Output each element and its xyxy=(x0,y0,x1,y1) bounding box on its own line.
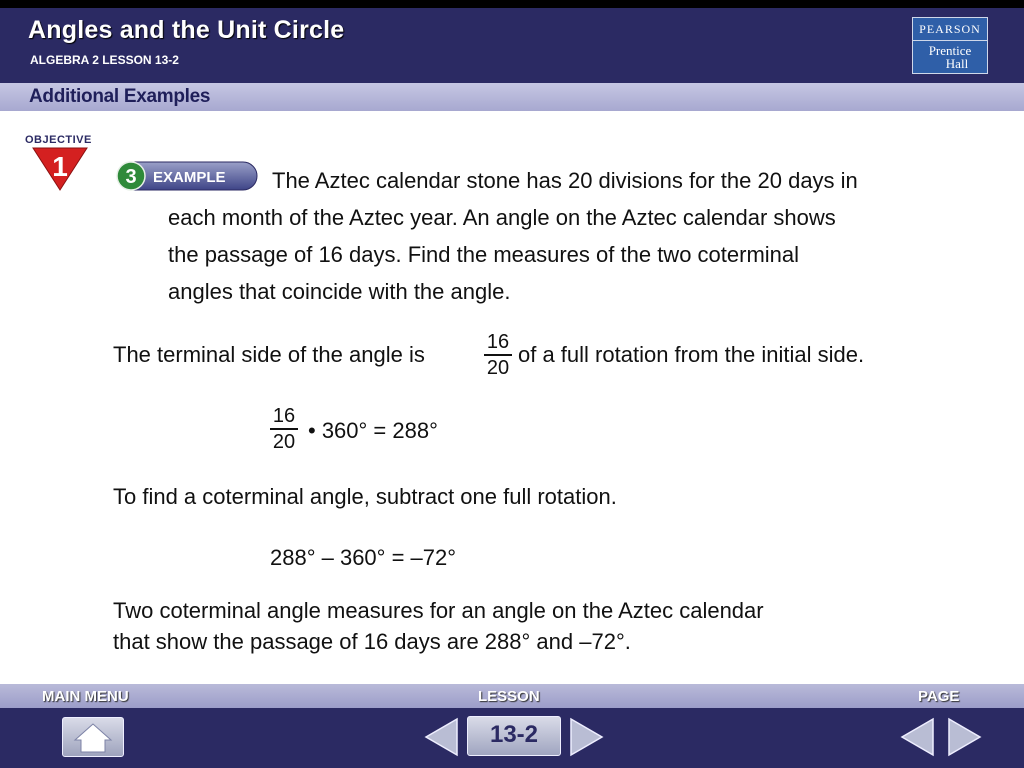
example-badge-icon xyxy=(115,160,259,192)
calc-expression: • 360° = 288° xyxy=(308,418,438,443)
terminal-fraction xyxy=(484,331,512,379)
example-label: EXAMPLE xyxy=(153,169,226,186)
lesson-subtitle: ALGEBRA 2 LESSON 13-2 xyxy=(30,53,179,67)
conclusion-line-2: that show the passage of 16 days are 288° and –72°. xyxy=(113,629,631,654)
lesson-number-button[interactable]: 13-2 xyxy=(467,716,561,756)
main-menu-home-button[interactable] xyxy=(62,717,124,757)
problem-line-1: The Aztec calendar stone has 20 divisions for the 20 days in xyxy=(272,168,858,193)
objective-triangle-icon xyxy=(25,146,95,192)
main-menu-label: MAIN MENU xyxy=(42,688,129,705)
page-label: PAGE xyxy=(918,688,960,705)
problem-line-3: the passage of 16 days. Find the measures of the two coterminal xyxy=(168,242,800,267)
objective-number: 1 xyxy=(52,151,68,182)
footer-label-bar xyxy=(0,684,1024,708)
objective-label: OBJECTIVE xyxy=(25,134,92,146)
terminal-side-text-before: The terminal side of the angle is xyxy=(113,342,425,367)
objective-badge xyxy=(25,134,95,196)
calc-fraction-numerator: 16 xyxy=(272,405,296,427)
section-label: Additional Examples xyxy=(29,86,211,107)
problem-line-2: each month of the Aztec year. An angle on the Aztec calendar shows xyxy=(168,205,836,230)
example-number: 3 xyxy=(125,166,137,188)
pearson-logo xyxy=(912,17,988,74)
next-lesson-arrow-icon[interactable] xyxy=(567,716,607,758)
home-icon xyxy=(63,718,123,756)
logo-pearson-text: PEARSON xyxy=(913,22,987,41)
page-title: Angles and the Unit Circle xyxy=(28,16,345,44)
conclusion-line-1: Two coterminal angle measures for an angle on the Aztec calendar xyxy=(113,598,764,623)
section-bar xyxy=(0,83,1024,111)
header-bar xyxy=(0,8,1024,83)
example-badge xyxy=(115,160,259,192)
calc-fraction xyxy=(270,405,298,453)
terminal-fraction-numerator: 16 xyxy=(486,331,510,353)
terminal-fraction-denominator: 20 xyxy=(486,357,510,379)
logo-hall-text: Hall xyxy=(945,56,969,71)
logo-prentice-text: Prentice xyxy=(928,43,972,58)
calc-fraction-denominator: 20 xyxy=(272,431,296,453)
terminal-side-text-after: of a full rotation from the initial side. xyxy=(518,342,865,367)
lesson-label: LESSON xyxy=(478,688,540,705)
previous-lesson-arrow-icon[interactable] xyxy=(421,716,461,758)
problem-line-4: angles that coincide with the angle. xyxy=(168,279,511,304)
coterminal-instruction: To find a coterminal angle, subtract one full rotation. xyxy=(113,484,617,509)
problem-continued xyxy=(168,199,836,310)
top-black-strip xyxy=(0,0,1024,8)
next-page-arrow-icon[interactable] xyxy=(945,716,985,758)
previous-page-arrow-icon[interactable] xyxy=(897,716,937,758)
fraction-bar xyxy=(484,354,512,356)
coterminal-calculation: 288° – 360° = –72° xyxy=(270,545,457,570)
fraction-bar xyxy=(270,428,298,430)
